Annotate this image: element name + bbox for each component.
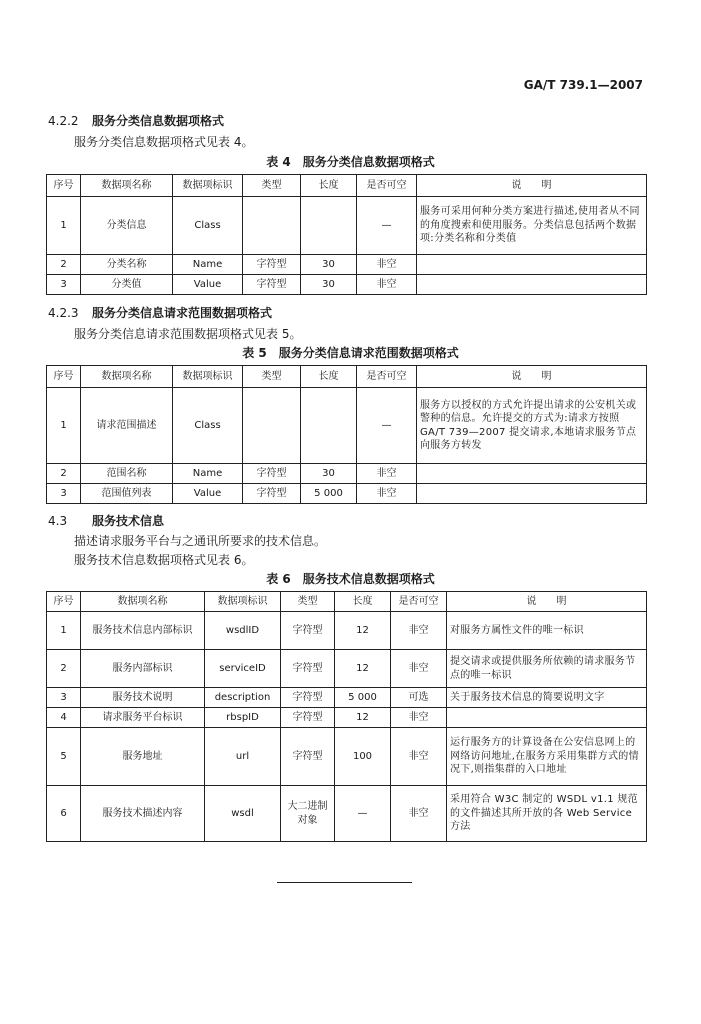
cell-id: wsdlID xyxy=(205,612,281,650)
cell-len: 12 xyxy=(335,612,391,650)
cell-len: 30 xyxy=(301,255,357,275)
cell-desc: 关于服务技术信息的简要说明文字 xyxy=(447,688,647,708)
cell-name: 范围值列表 xyxy=(81,484,173,504)
table-row xyxy=(47,786,647,842)
cell-id: url xyxy=(205,728,281,786)
col-seq: 序号 xyxy=(47,592,81,612)
table-row xyxy=(47,255,647,275)
col-nullable: 是否可空 xyxy=(357,366,417,388)
col-type: 类型 xyxy=(243,175,301,197)
table-5 xyxy=(46,365,647,504)
col-len: 长度 xyxy=(301,175,357,197)
table-4-caption: 表 4 服务分类信息数据项格式 xyxy=(266,155,435,169)
table-row xyxy=(47,728,647,786)
cell-desc xyxy=(417,484,647,504)
section-number: 4.2.3 xyxy=(48,306,79,320)
cell-desc: 服务方以授权的方式允许提出请求的公安机关或警种的信息。允许提交的方式为:请求方按照 GA/T 739—2007 提交请求,本地请求服务节点向服务方转发 xyxy=(417,388,647,464)
cell-id: description xyxy=(205,688,281,708)
cell-len: 30 xyxy=(301,275,357,295)
col-name: 数据项名称 xyxy=(81,592,205,612)
cell-name: 服务技术说明 xyxy=(81,688,205,708)
cell-desc xyxy=(417,255,647,275)
cell-len xyxy=(301,197,357,255)
cell-len: 30 xyxy=(301,464,357,484)
col-name: 数据项名称 xyxy=(81,175,173,197)
cell-type xyxy=(243,197,301,255)
cell-name: 请求范围描述 xyxy=(81,388,173,464)
table-4 xyxy=(46,174,647,295)
cell-seq: 6 xyxy=(47,786,81,842)
cell-desc: 对服务方属性文件的唯一标识 xyxy=(447,612,647,650)
col-nullable: 是否可空 xyxy=(357,175,417,197)
document-code: GA/T 739.1—2007 xyxy=(523,78,643,92)
cell-type: 大二进制对象 xyxy=(281,786,335,842)
cell-name: 请求服务平台标识 xyxy=(81,708,205,728)
section-title: 服务分类信息请求范围数据项格式 xyxy=(92,306,273,320)
table-row xyxy=(47,708,647,728)
cell-name: 服务技术描述内容 xyxy=(81,786,205,842)
table-row xyxy=(47,464,647,484)
cell-type: 字符型 xyxy=(243,464,301,484)
cell-desc: 运行服务方的计算设备在公安信息网上的网络访问地址,在服务方采用集群方式的情况下,则指集群的入口地址 xyxy=(447,728,647,786)
table-row xyxy=(47,275,647,295)
cell-seq: 3 xyxy=(47,484,81,504)
cell-type: 字符型 xyxy=(281,612,335,650)
paragraph: 服务分类信息请求范围数据项格式见表 5。 xyxy=(74,327,302,341)
cell-nullable: 非空 xyxy=(391,708,447,728)
cell-nullable: 非空 xyxy=(357,484,417,504)
cell-desc: 服务可采用何种分类方案进行描述,使用者从不同的角度搜索和使用服务。分类信息包括两个数据项:分类名称和分类值 xyxy=(417,197,647,255)
cell-seq: 3 xyxy=(47,688,81,708)
table-row xyxy=(47,197,647,255)
table-6 xyxy=(46,591,647,842)
cell-nullable: 非空 xyxy=(357,464,417,484)
cell-seq: 5 xyxy=(47,728,81,786)
cell-type: 字符型 xyxy=(243,255,301,275)
section-number: 4.3 xyxy=(48,514,68,528)
paragraph: 服务技术信息数据项格式见表 6。 xyxy=(74,553,254,567)
col-seq: 序号 xyxy=(47,175,81,197)
col-len: 长度 xyxy=(335,592,391,612)
cell-name: 服务地址 xyxy=(81,728,205,786)
cell-type: 字符型 xyxy=(281,708,335,728)
cell-len: 100 xyxy=(335,728,391,786)
cell-nullable: 非空 xyxy=(357,275,417,295)
section-number: 4.2.2 xyxy=(48,114,79,128)
cell-len xyxy=(301,388,357,464)
cell-id: wsdl xyxy=(205,786,281,842)
end-rule xyxy=(277,882,412,883)
cell-nullable: 非空 xyxy=(357,255,417,275)
cell-nullable: 可选 xyxy=(391,688,447,708)
paragraph: 描述请求服务平台与之通讯所要求的技术信息。 xyxy=(74,534,327,548)
cell-name: 分类名称 xyxy=(81,255,173,275)
cell-desc: 提交请求或提供服务所依赖的请求服务节点的唯一标识 xyxy=(447,650,647,688)
table-row xyxy=(47,388,647,464)
col-type: 类型 xyxy=(281,592,335,612)
col-name: 数据项名称 xyxy=(81,366,173,388)
cell-seq: 1 xyxy=(47,197,81,255)
cell-len: — xyxy=(335,786,391,842)
col-desc: 说 明 xyxy=(447,592,647,612)
table-row xyxy=(47,484,647,504)
table-row xyxy=(47,612,647,650)
cell-id: Class xyxy=(173,388,243,464)
cell-nullable: 非空 xyxy=(391,728,447,786)
cell-nullable: 非空 xyxy=(391,650,447,688)
cell-type: 字符型 xyxy=(243,275,301,295)
cell-desc xyxy=(447,708,647,728)
cell-seq: 2 xyxy=(47,650,81,688)
cell-type xyxy=(243,388,301,464)
cell-nullable: 非空 xyxy=(391,786,447,842)
cell-id: rbspID xyxy=(205,708,281,728)
section-title: 服务分类信息数据项格式 xyxy=(92,114,225,128)
cell-seq: 2 xyxy=(47,255,81,275)
cell-name: 分类值 xyxy=(81,275,173,295)
col-desc: 说 明 xyxy=(417,175,647,197)
cell-seq: 3 xyxy=(47,275,81,295)
col-id: 数据项标识 xyxy=(205,592,281,612)
section-heading-4-2-3 xyxy=(48,304,272,321)
cell-name: 服务内部标识 xyxy=(81,650,205,688)
cell-len: 12 xyxy=(335,708,391,728)
cell-seq: 4 xyxy=(47,708,81,728)
col-type: 类型 xyxy=(243,366,301,388)
table-header-row xyxy=(47,175,647,197)
cell-seq: 1 xyxy=(47,388,81,464)
cell-type: 字符型 xyxy=(281,728,335,786)
table-header-row xyxy=(47,366,647,388)
cell-desc xyxy=(417,464,647,484)
section-title: 服务技术信息 xyxy=(92,514,165,528)
col-id: 数据项标识 xyxy=(173,366,243,388)
col-nullable: 是否可空 xyxy=(391,592,447,612)
col-id: 数据项标识 xyxy=(173,175,243,197)
cell-nullable: — xyxy=(357,197,417,255)
cell-seq: 2 xyxy=(47,464,81,484)
col-len: 长度 xyxy=(301,366,357,388)
cell-nullable: 非空 xyxy=(391,612,447,650)
cell-name: 服务技术信息内部标识 xyxy=(81,612,205,650)
cell-name: 范围名称 xyxy=(81,464,173,484)
cell-len: 5 000 xyxy=(335,688,391,708)
cell-type: 字符型 xyxy=(281,650,335,688)
table-5-caption: 表 5 服务分类信息请求范围数据项格式 xyxy=(242,346,459,360)
cell-desc xyxy=(417,275,647,295)
cell-id: Name xyxy=(173,255,243,275)
cell-id: Value xyxy=(173,484,243,504)
paragraph: 服务分类信息数据项格式见表 4。 xyxy=(74,135,254,149)
cell-len: 12 xyxy=(335,650,391,688)
cell-desc: 采用符合 W3C 制定的 WSDL v1.1 规范的文件描述其所开放的各 Web Service 方法 xyxy=(447,786,647,842)
table-6-caption: 表 6 服务技术信息数据项格式 xyxy=(266,572,435,586)
section-heading-4-3 xyxy=(48,512,164,529)
table-header-row xyxy=(47,592,647,612)
col-desc: 说 明 xyxy=(417,366,647,388)
cell-type: 字符型 xyxy=(281,688,335,708)
cell-type: 字符型 xyxy=(243,484,301,504)
cell-id: Name xyxy=(173,464,243,484)
section-heading-4-2-2 xyxy=(48,112,224,129)
cell-name: 分类信息 xyxy=(81,197,173,255)
table-row xyxy=(47,650,647,688)
cell-id: serviceID xyxy=(205,650,281,688)
table-row xyxy=(47,688,647,708)
col-seq: 序号 xyxy=(47,366,81,388)
cell-nullable: — xyxy=(357,388,417,464)
cell-len: 5 000 xyxy=(301,484,357,504)
cell-id: Class xyxy=(173,197,243,255)
cell-seq: 1 xyxy=(47,612,81,650)
cell-id: Value xyxy=(173,275,243,295)
